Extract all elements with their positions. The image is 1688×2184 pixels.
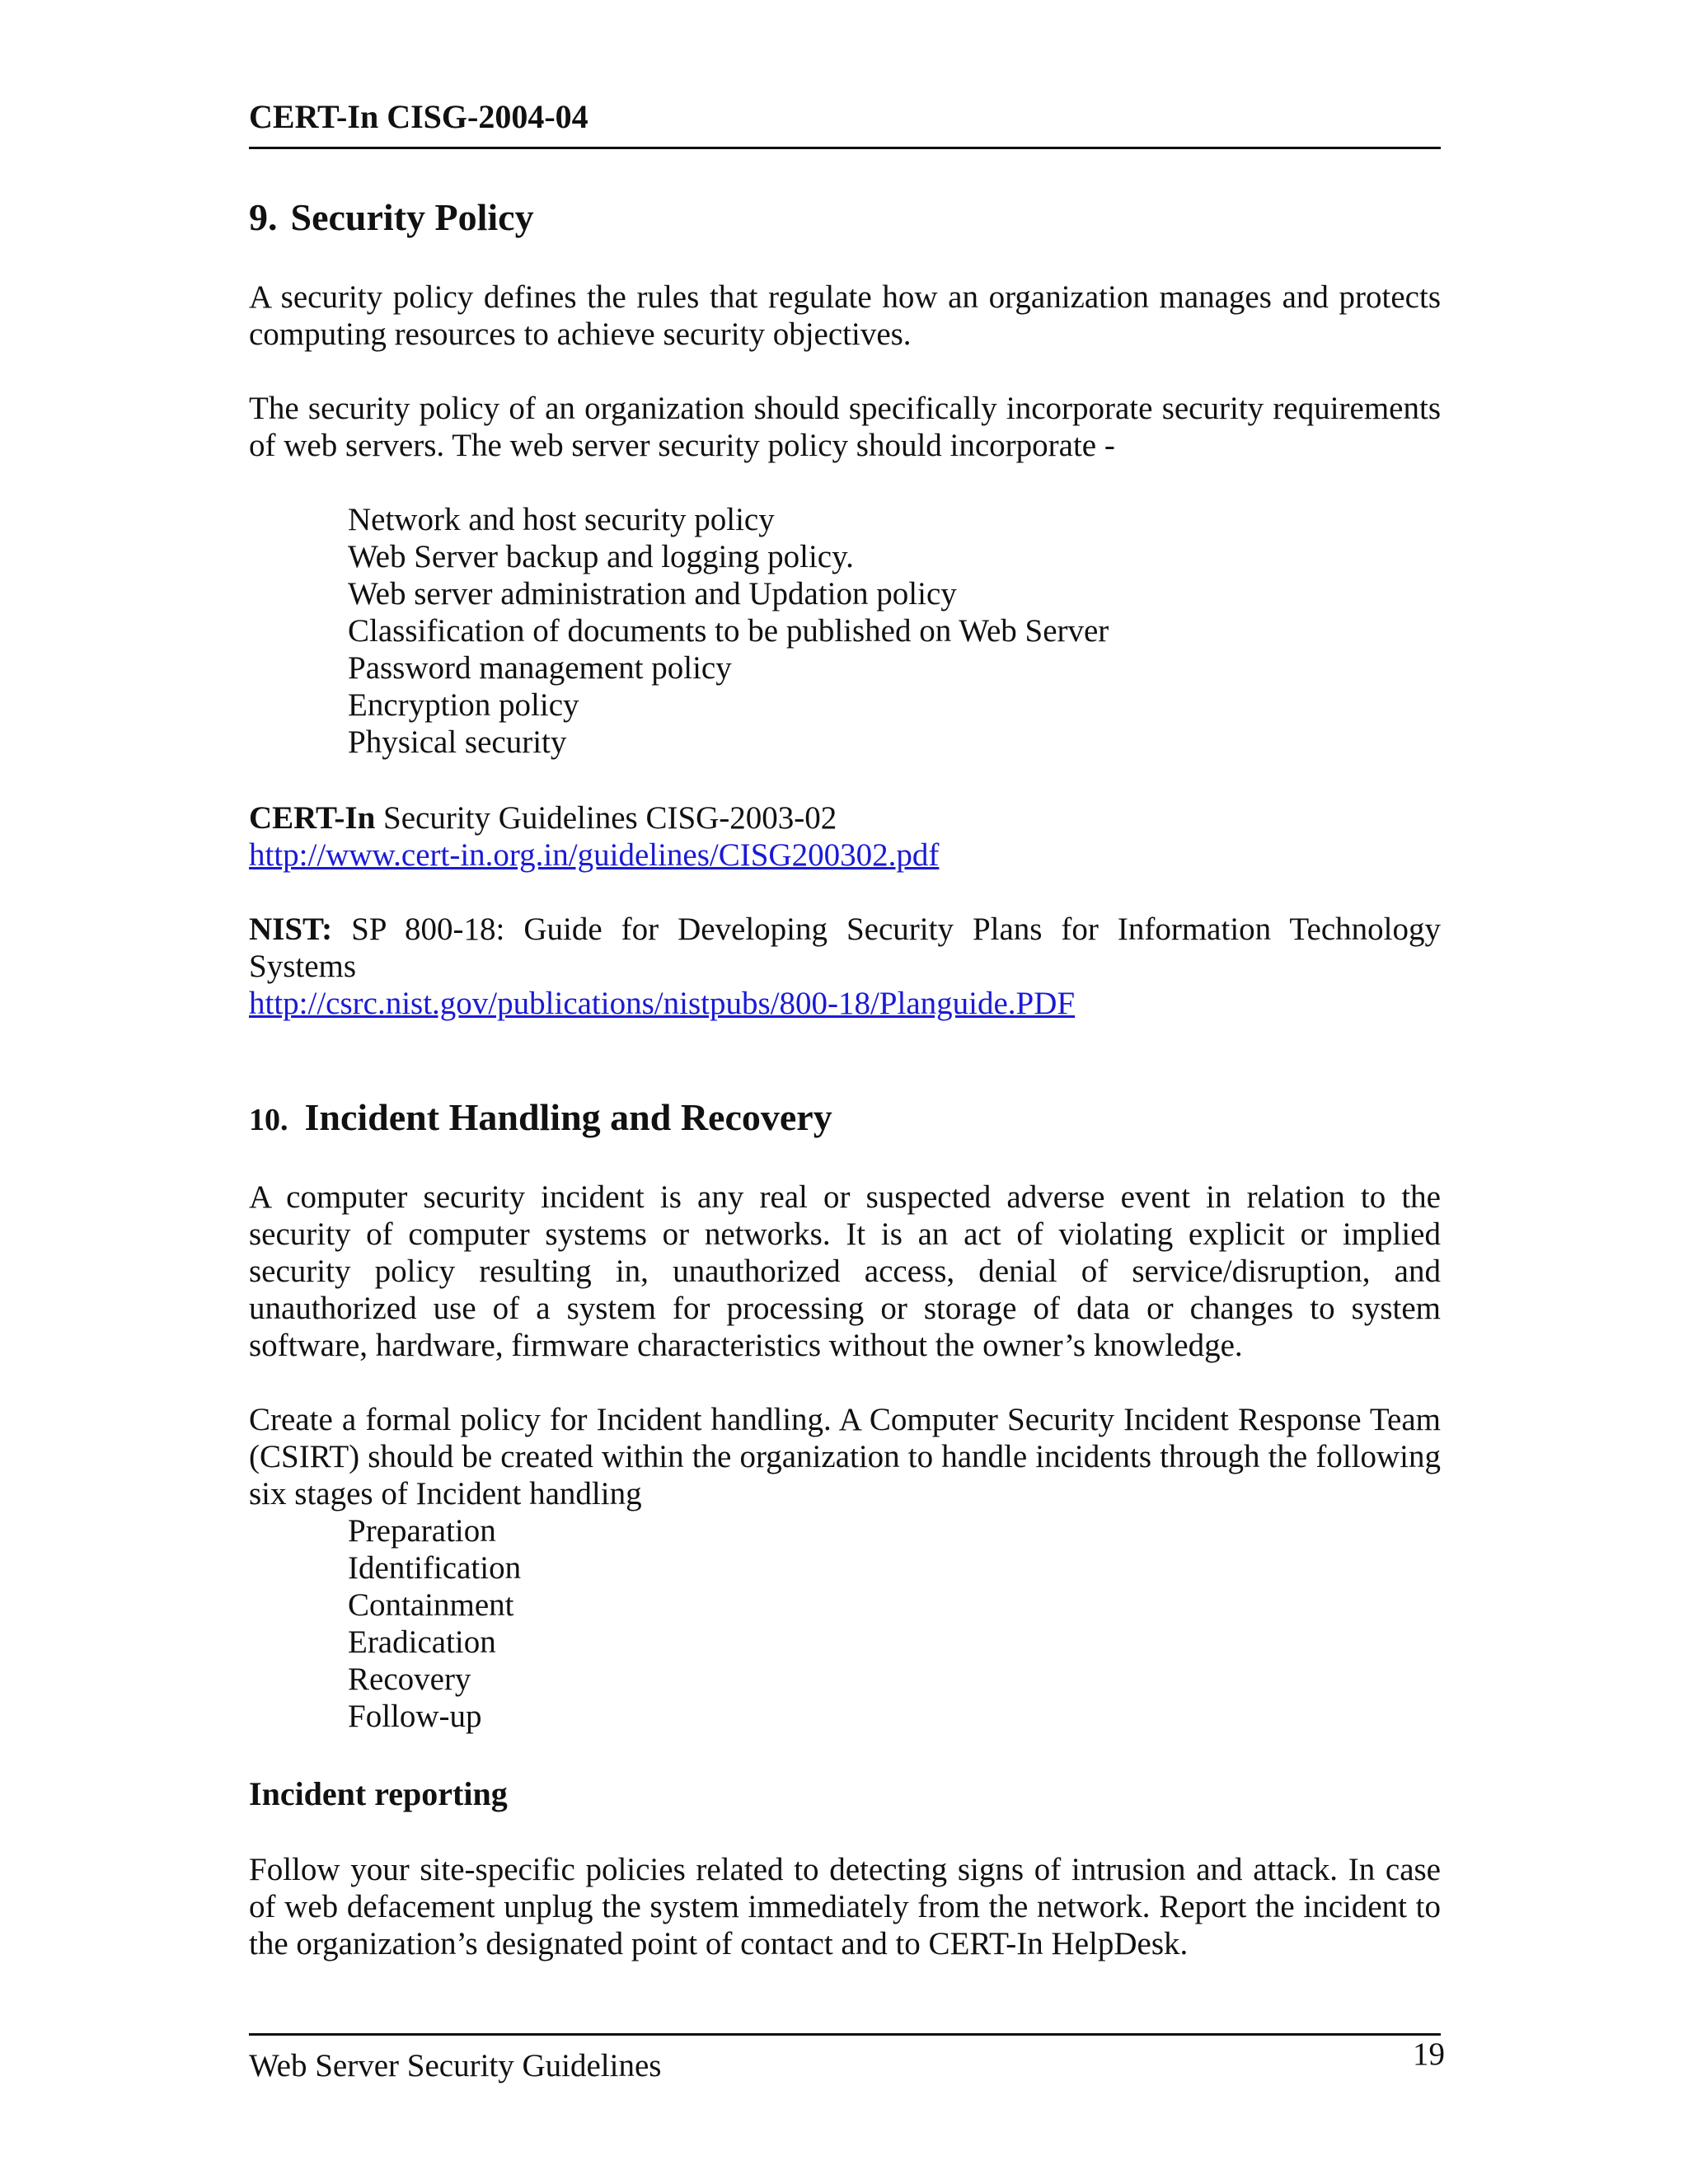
incident-stages-list (348, 1512, 521, 1735)
list-item: Physical security (348, 724, 567, 760)
list-item: Web Server backup and logging policy. (348, 539, 854, 574)
incident-reporting-heading: Incident reporting (249, 1775, 508, 1812)
reference-link[interactable]: http://www.cert-in.org.in/guidelines/CISG200302.pdf (249, 837, 940, 873)
page-number: 19 (1413, 2036, 1445, 2072)
reference-text: SP 800-18: Guide for Developing Security Plans for Information Technology Systems (249, 912, 1441, 984)
reference-cert-in (249, 799, 1441, 874)
footer-rule (249, 2033, 1441, 2036)
reference-nist (249, 911, 1441, 1022)
header-rule (249, 147, 1441, 149)
list-item: Encryption policy (348, 687, 579, 723)
list-item: Identification (348, 1550, 522, 1586)
section-9-paragraph-2: The security policy of an organization should specifically incorporate security requirements of web servers. The web server security policy should incorporate - (249, 391, 1441, 463)
section-9-number: 9. (249, 196, 278, 238)
list-item: Eradication (348, 1624, 496, 1660)
reference-link[interactable]: http://csrc.nist.gov/publications/nistpubs/800-18/Planguide.PDF (249, 986, 1076, 1021)
reference-org: NIST: (249, 912, 333, 947)
section-10-paragraph-2: Create a formal policy for Incident handling. A Computer Security Incident Response Team (CSIRT) should be created within the organization to handle incidents through the following six stages of Incident handling (249, 1402, 1441, 1511)
policy-list (348, 501, 1109, 761)
list-item: Recovery (348, 1661, 471, 1697)
page-header: CERT-In CISG-2004-04 (249, 98, 588, 135)
section-10-paragraph-3: Follow your site-specific policies related to detecting signs of intrusion and attack. In case of web defacement unplug the system immediately from the network. Report the incident to the organization’s designated point of contact and to CERT-In HelpDesk. (249, 1852, 1441, 1961)
list-item: Password management policy (348, 650, 732, 686)
section-10-number: 10. (249, 1103, 288, 1137)
list-item: Follow-up (348, 1699, 482, 1734)
section-10-paragraph-1: A computer security incident is any real or suspected adverse event in relation to the security of computer systems or networks. It is an act of violating explicit or implied security policy resulting in, unauthorized access, denial of service/disruption, and unauthorized use of a system for processing or storage of data or changes to system software, hardware, firmware characteristics without the owner’s knowledge. (249, 1179, 1441, 1363)
reference-org: CERT-In (249, 800, 376, 836)
list-item: Preparation (348, 1513, 496, 1549)
section-10-heading (249, 1094, 832, 1143)
footer-title: Web Server Security Guidelines (249, 2048, 662, 2083)
section-9-heading (249, 194, 534, 241)
reference-text: Security Guidelines CISG-2003-02 (375, 800, 837, 836)
section-10-title: Incident Handling and Recovery (304, 1096, 832, 1138)
list-item: Web server administration and Updation policy (348, 576, 957, 612)
list-item: Classification of documents to be published on Web Server (348, 613, 1109, 649)
list-item: Network and host security policy (348, 502, 775, 537)
section-9-title: Security Policy (290, 196, 534, 238)
section-9-paragraph-1: A security policy defines the rules that regulate how an organization manages and protects computing resources to achieve security objectives. (249, 279, 1441, 352)
list-item: Containment (348, 1587, 514, 1623)
